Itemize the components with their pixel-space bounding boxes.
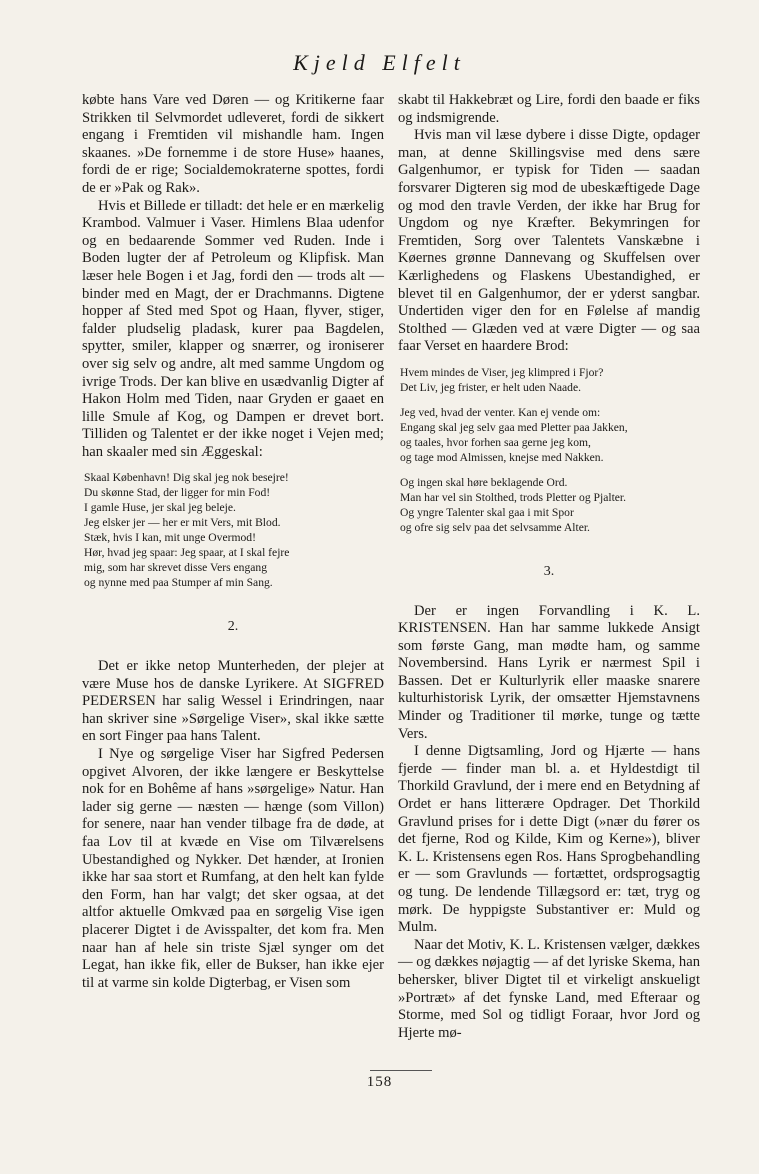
poem-line: og nynne med paa Stumper af min Sang. — [84, 576, 273, 590]
paragraph: Det er ikke netop Munterheden, der plejer at være Muse hos de danske Lyrikere. At SIGFRED PEDERSEN har salig Wessel i Erindringen, naar han skriver sine »Sørgelige Viser», skal ikke sætte en sort Finger paa hans Talent. — [82, 658, 384, 745]
section-number: 3. — [543, 563, 555, 579]
poem-line: Du skønne Stad, der ligger for min Fod! — [84, 486, 271, 500]
paragraph: skabt til Hakkebræt og Lire, fordi den baade er fiks og indsmigrende. — [398, 92, 700, 126]
left-column — [82, 92, 384, 992]
poem-quote — [400, 365, 700, 535]
paragraph: Der er ingen Forvandling i K. L. KRISTENSEN. Han har samme lukkede Ansigt som første Gang, man mødte ham, og samme Novembersind. Hans Lyrik er nærmest Spil i Bassen. Det er Kulturlyrik eller maaske snarere kulturhistorisk Lyrik, der omsætter Hjemstavnens Minder og Traditioner til mørke, tunge og tætte Vers. — [398, 602, 700, 742]
poem-stanza — [400, 365, 700, 395]
poem-line: og ofre sig selv paa det selvsamme Alter. — [400, 520, 590, 534]
page-number: 158 — [366, 1074, 393, 1090]
poem-line: I gamle Huse, jer skal jeg beleje. — [84, 501, 236, 515]
poem-line: Og ingen skal høre beklagende Ord. — [400, 475, 568, 489]
poem-line: Hvem mindes de Viser, jeg klimpred i Fjor? — [400, 365, 604, 379]
poem-line: Engang skal jeg selv gaa med Pletter paa Jakken, — [400, 420, 628, 434]
paragraph: købte hans Vare ved Døren — og Kritikerne faar Strikken til Selvmordet udleveret, fordi de sikkert engang i Fremtiden vil mishandle ham. Ingen skaanes. »De fornemme i de store Huse» haanes, fordi de er rige; Socialdemokraterne spottes, fordi de er »Pak og Rak». — [82, 92, 384, 196]
poem-line: og taales, hvor forhen saa gerne jeg kom, — [400, 435, 591, 449]
poem-line: og tage mod Almissen, knejse med Nakken. — [400, 450, 604, 464]
paragraph: Hvis et Billede er tilladt: det hele er en mærkelig Krambod. Valmuer i Vaser. Himlens Blaa udenfor og en bedaarende Sommer ved Ruden. Inde i Boden lugter der af Petroleum og Klipfisk. Man læser hele Bogen i et Jag, fordi den — trods alt — binder med en Magt, der er Drachmanns. Digtene hopper af Sted med Spot og Haan, flyver, stiger, falder pludselig pladask, kurer paa Bagdelen, spytter, smiler, klapper og snærrer, og ironiserer over sig selv og andre, alt med samme Ungdom og ivrige Trods. Der kan blive en usædvanlig Digter af Hakon Holm med Tiden, naar Gryden er gaaet en lille Smule af Kog, og Dampen er drevet bort. Tilliden og Talentet er der ikke noget i Vejen med; han skaaler med sin Æggeskal: — [82, 197, 384, 460]
poem-line: Jeg elsker jer — her er mit Vers, mit Blod. — [84, 516, 281, 530]
poem-line: mig, som har skrevet disse Vers engang — [84, 561, 267, 575]
poem-line: Hør, hvad jeg spaar: Jeg spaar, at I skal fejre — [84, 546, 290, 560]
paragraph: I denne Digtsamling, Jord og Hjærte — hans fjerde — finder man bl. a. et Hyldestdigt til Thorkild Gravlund, der i mere end en Betydning af Ordet er hans litterære Opdrager. Det Thorkild Gravlund prises for i dette Digt (»nær du fører os det fjerne, Rod og Kilde, Kim og Kerne»), bliver K. L. Kristensens egen Ros. Hans Sprogbehandling er — som Gravlunds — fortættet, ordsprogsagtig og tung. De lendende Tillægsord er: tæt, tryg og mørk. De hyppigste Substantiver er: Muld og Mulm. — [398, 743, 700, 936]
poem-stanza — [400, 405, 700, 465]
paragraph: Naar det Motiv, K. L. Kristensen vælger, dækkes — og dækkes nøjagtig — af det lyriske Skema, han behersker, bliver Digtet til et virkeligt anskueligt »Portræt» af det fynske Land, med Efteraar og Storme, med Sol og tidligt Foraar, hvor Jord og Hjerte mø- — [398, 936, 700, 1041]
right-column — [398, 92, 700, 1042]
poem-stanza — [400, 475, 700, 535]
paragraph: Hvis man vil læse dybere i disse Digte, opdager man, at denne Skillingsvise med dens sære Galgenhumor, er typisk for Tiden — saadan forsvarer Digteren sig mod de ubeskæftigede Dage og mod den travle Verden, der ikke har Brug for Ungdom og nye Kræfter. Bekymringen for Fremtiden, Sorg over Talentets Vanskæbne i Køernes grønne Dannevang og Skuffelsen over Kærlighedens og Flaskens Ubestandighed, er blevet til en Galgenhumor, der er yderst sangbar. Undertiden viger den for en Følelse af mandig Stolthed — Glæden ved at være Digter — og saa faar Verset en haardere Brod: — [398, 127, 700, 355]
poem-line: Man har vel sin Stolthed, trods Pletter og Pjalter. — [400, 490, 627, 504]
poem-quote — [84, 470, 384, 590]
section-number: 2. — [227, 619, 239, 635]
running-header: Kjeld Elfelt — [293, 50, 466, 75]
poem-line: Og yngre Talenter skal gaa i mit Spor — [400, 505, 574, 519]
paragraph: I Nye og sørgelige Viser har Sigfred Pedersen opgivet Alvoren, der ikke længere er Beskyttelse nok for en Bohême af hans »sørgelige» Natur. Han lader sig gerne — næsten — hænge (som Villon) for senere, naar han vender tilbage fra de døde, at faa Lov til at kvæde en Vise om Tilværelsens Ubestandighed og Nykker. Det hænder, at Ironien ikke har saa stort et Rumfang, at den helt kan fylde den Form, han har valgt; det sker ogsaa, at det altfor aktuelle Omkvæd paa en sørgelig Vise igen placerer Digtet i de Avisspalter, det kom fra. Men naar han af hele sin triste Sjæl synger om det Legat, han ikke fik, eller de Bukser, han ikke ejer til at varme sin kolde Digterbag, er Visen som — [82, 746, 384, 991]
poem-line: Skaal København! Dig skal jeg nok besejre! — [84, 471, 289, 485]
poem-line: Det Liv, jeg frister, er helt uden Naade. — [400, 380, 581, 394]
poem-line: Stæk, hvis I kan, mit unge Overmod! — [84, 531, 256, 545]
footer-rule — [370, 1070, 432, 1071]
poem-line: Jeg ved, hvad der venter. Kan ej vende om: — [400, 405, 601, 419]
